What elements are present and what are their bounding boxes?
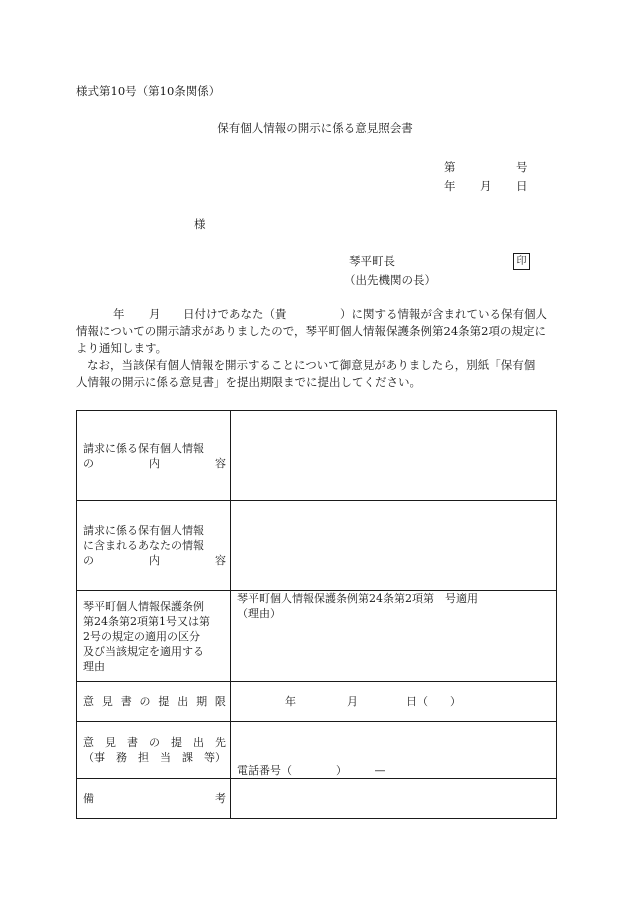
body-paragraph-1 xyxy=(76,306,556,391)
value-deadline[interactable] xyxy=(231,682,557,722)
opinion-inquiry-table xyxy=(76,410,557,819)
label-remarks: 備 考 xyxy=(77,779,231,819)
sender-sub: （出先機関の長） xyxy=(344,273,436,287)
body-line1-end: ）に関する情報が含まれている保有個人 xyxy=(340,307,547,321)
doc-date-month: 月 xyxy=(480,179,492,193)
label-submission-place: 意 見 書 の 提 出 先 （事 務 担 当 課 等） xyxy=(77,722,231,779)
row-request-content xyxy=(77,411,557,501)
form-number: 様式第10号（第10条関係） xyxy=(76,84,221,98)
deadline-year: 年 xyxy=(285,695,296,708)
doc-date-day: 日 xyxy=(516,179,528,193)
value-applicable-provision[interactable]: 琴平町個人情報保護条例第24条第2項第 号適用 （理由） xyxy=(231,591,557,682)
doc-number-prefix: 第 xyxy=(444,160,456,174)
body-year: 年 xyxy=(113,307,125,321)
body-line-5: 人情報の開示に係る意見書」を提出期限までに提出してください。 xyxy=(76,375,421,389)
body-line-2: 情報についての開示請求がありましたので，琴平町個人情報保護条例第24条第2項の規定に xyxy=(76,324,546,338)
deadline-day: 日（ ） xyxy=(406,695,461,708)
label-deadline: 意 見 書 の 提 出 期 限 xyxy=(77,682,231,722)
doc-number-suffix: 号 xyxy=(516,160,528,174)
body-date-rest: 日付けであなた（貴 xyxy=(183,307,287,321)
value-remarks[interactable] xyxy=(231,779,557,819)
seal-mark: 印 xyxy=(513,253,530,270)
row-submission-place xyxy=(77,722,557,779)
document-title: 保有個人情報の開示に係る意見照会書 xyxy=(217,121,413,135)
label-applicable-provision: 琴平町個人情報保護条例 第24条第2項第1号又は第 2号の規定の適用の区分 及び当該規定を適用する 理由 xyxy=(77,591,231,682)
body-month: 月 xyxy=(149,307,161,321)
sender-name: 琴平町長 xyxy=(349,254,395,268)
row-your-info xyxy=(77,501,557,591)
deadline-month: 月 xyxy=(347,695,358,708)
value-submission-place[interactable] xyxy=(231,722,557,779)
value-request-content[interactable] xyxy=(231,411,557,501)
phone-number-line: 電話番号（ ） — xyxy=(237,764,386,777)
label-request-content: 請求に係る保有個人情報 の 内 容 xyxy=(77,411,231,501)
row-deadline xyxy=(77,682,557,722)
body-line-3: より通知します。 xyxy=(76,341,168,355)
doc-date-year: 年 xyxy=(444,179,456,193)
row-remarks xyxy=(77,779,557,819)
label-your-info: 請求に係る保有個人情報 に含まれるあなたの情報 の 内 容 xyxy=(77,501,231,591)
row-applicable-provision xyxy=(77,591,557,682)
body-line-4: なお，当該保有個人情報を開示することについて御意見がありましたら，別紙「保有個 xyxy=(87,358,536,372)
value-your-info[interactable] xyxy=(231,501,557,591)
addressee-suffix: 様 xyxy=(194,217,206,231)
